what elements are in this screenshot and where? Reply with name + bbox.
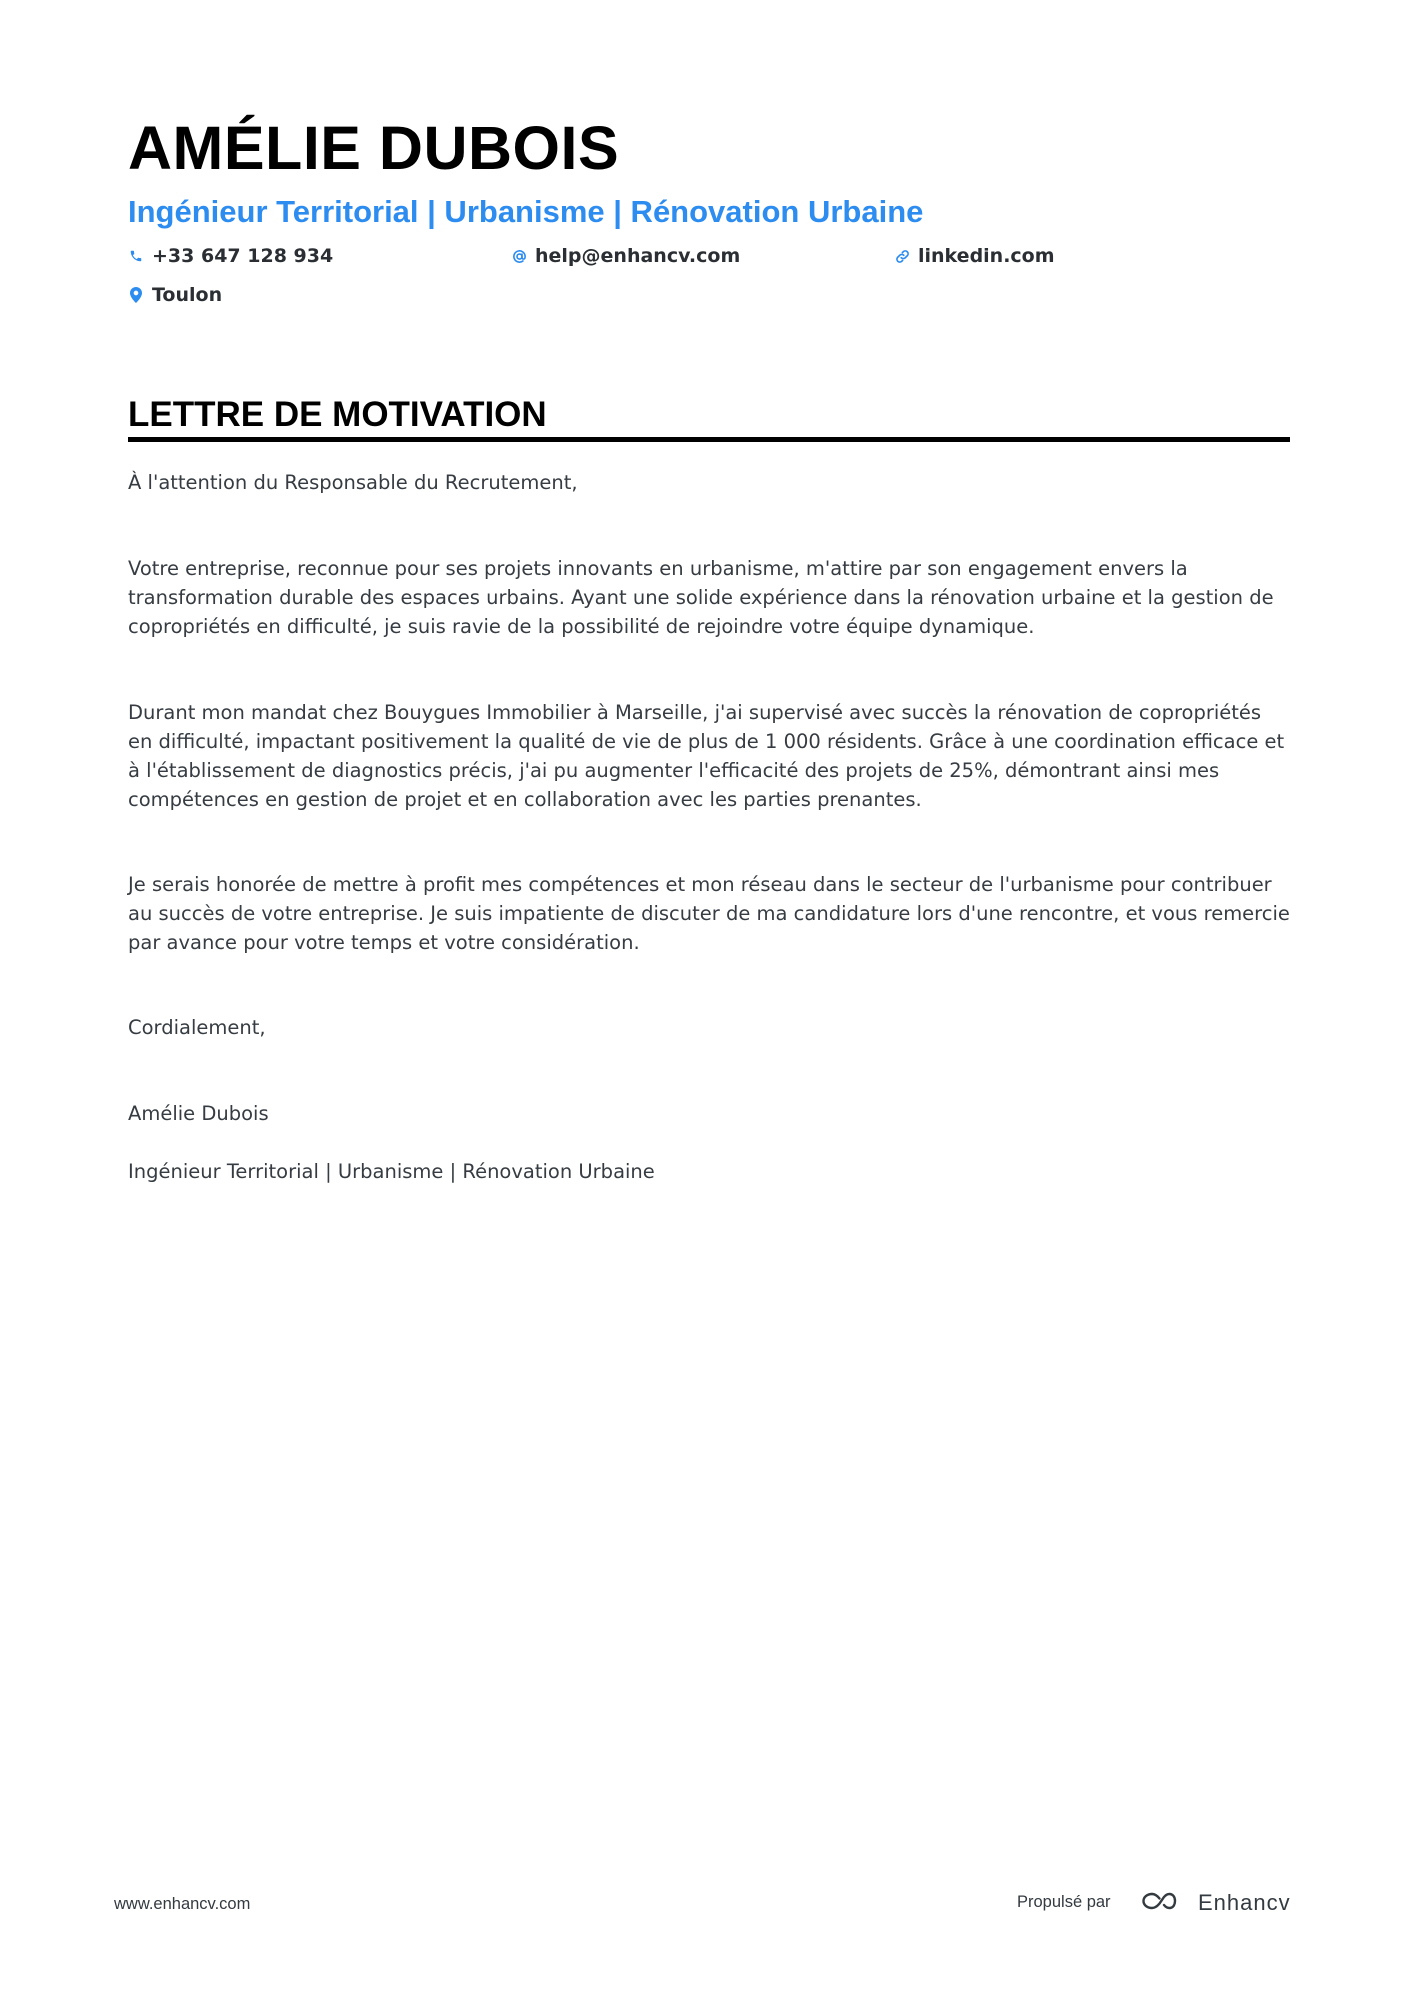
contact-email[interactable] xyxy=(511,243,740,269)
contact-phone xyxy=(128,243,333,269)
at-icon xyxy=(511,247,527,265)
link-icon xyxy=(894,247,910,265)
signature-name: Amélie Dubois xyxy=(128,1102,269,1125)
signature-title: Ingénieur Territorial | Urbanisme | Rénovation Urbaine xyxy=(128,1160,655,1183)
letter-closing: Cordialement, xyxy=(128,1016,266,1039)
candidate-name: AMÉLIE DUBOIS xyxy=(128,114,620,182)
email-text[interactable]: help@enhancv.com xyxy=(535,245,741,267)
footer-brand[interactable] xyxy=(1138,1889,1291,1917)
contact-linkedin[interactable] xyxy=(894,243,1055,269)
enhancv-logo-icon xyxy=(1138,1889,1184,1917)
phone-icon xyxy=(128,247,144,265)
brand-name: Enhancv xyxy=(1198,1890,1291,1915)
letter-greeting: À l'attention du Responsable du Recrutement, xyxy=(128,471,578,494)
candidate-headline: Ingénieur Territorial | Urbanisme | Rénovation Urbaine xyxy=(128,194,924,229)
footer-url[interactable]: www.enhancv.com xyxy=(114,1895,251,1913)
linkedin-text[interactable]: linkedin.com xyxy=(918,245,1055,267)
section-title: LETTRE DE MOTIVATION xyxy=(128,395,547,434)
map-pin-icon xyxy=(128,286,144,304)
footer-powered-by: Propulsé par xyxy=(1017,1893,1111,1911)
contact-location xyxy=(128,282,222,308)
phone-text: +33 647 128 934 xyxy=(152,245,334,267)
letter-paragraph: Je serais honorée de mettre à profit mes compétences et mon réseau dans le secteur de l'urbanisme pour contribuer au succès de votre entreprise. Je suis impatiente de discuter de ma candidature lors d'une rencontre, et vous remercie par avance pour votre temps et votre considération. xyxy=(128,873,1290,954)
letter-paragraph: Durant mon mandat chez Bouygues Immobilier à Marseille, j'ai supervisé avec succès la rénovation de copropriétés en difficulté, impactant positivement la qualité de vie de plus de 1 000 résidents. Grâce à une coordination efficace et à l'établissement de diagnostics précis, j'ai pu augmenter l'efficacité des projets de 25%, démontrant ainsi mes compétences en gestion de projet et en collaboration avec les parties prenantes. xyxy=(128,701,1285,811)
section-divider xyxy=(128,437,1290,442)
location-text: Toulon xyxy=(152,284,223,306)
letter-paragraph: Votre entreprise, reconnue pour ses projets innovants en urbanisme, m'attire par son engagement envers la transformation durable des espaces urbains. Ayant une solide expérience dans la rénovation urbaine et la gestion de copropriétés en difficulté, je suis ravie de la possibilité de rejoindre votre équipe dynamique. xyxy=(128,557,1274,638)
